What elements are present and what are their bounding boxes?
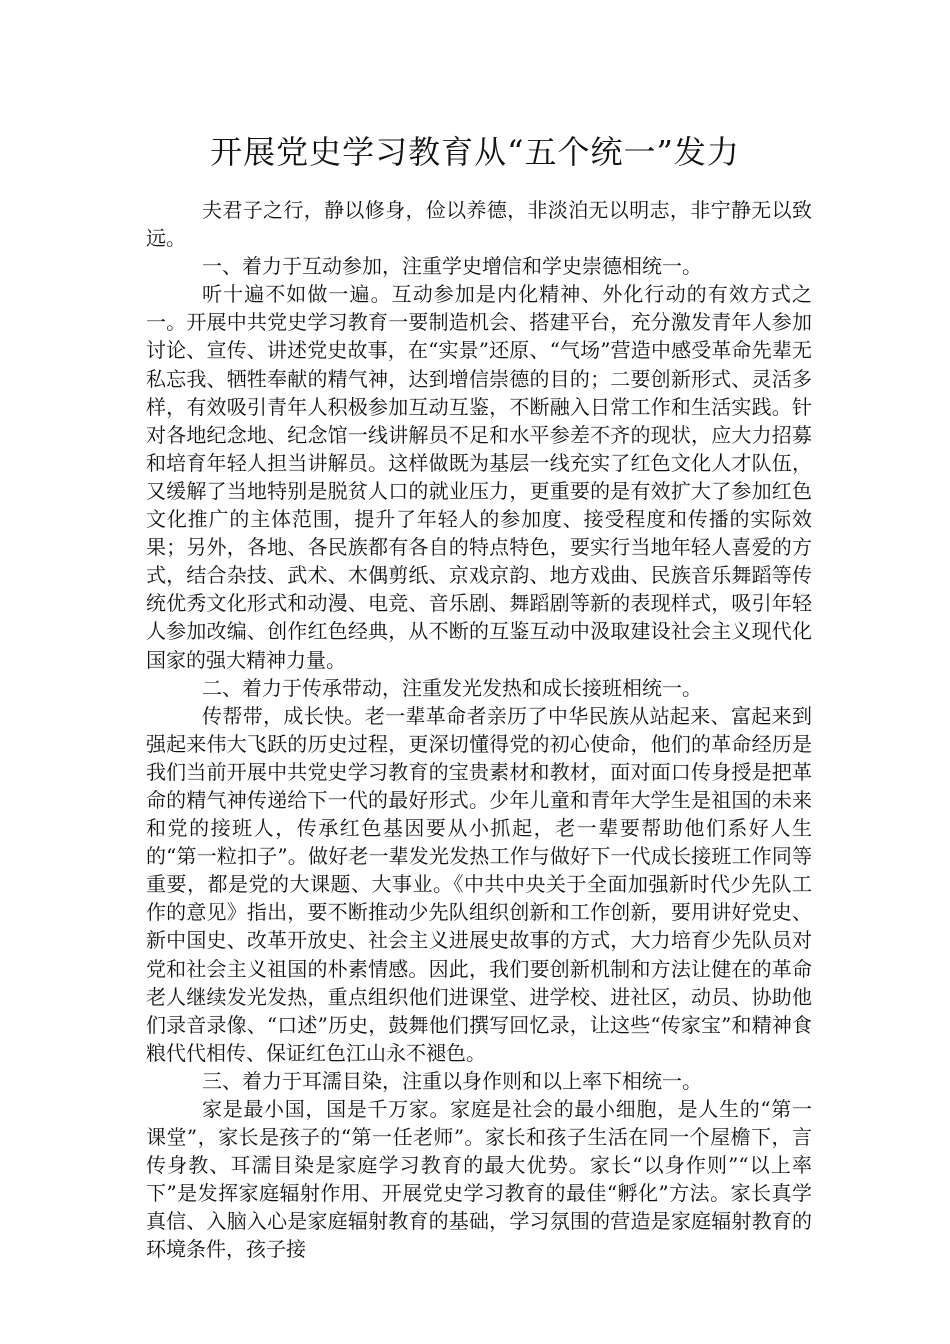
section-heading-1: 一、着力于互动参加，注重学史增信和学史崇德相统一。: [202, 254, 702, 279]
section-heading-2: 二、着力于传承带动，注重发光发热和成长接班相统一。: [202, 675, 702, 700]
paragraph-section-1: 听十遍不如做一遍。互动参加是内化精神、外化行动的有效方式之一。开展中共党史学习教育一要制造机会、搭建平台，充分激发青年人参加讨论、宣传、讲述党史故事，在“实景”还原、“气场”营造中感受革命先辈无私忘我、牺牲奉献的精气神，达到增信崇德的目的；二要创新形式、灵活多样，有效吸引青年人积极参加互动互鉴，不断融入日常工作和生活实践。针对各地纪念地、纪念馆一线讲解员不足和水平参差不齐的现状，应大力招募和培育年轻人担当讲解员。这样做既为基层一线充实了红色文化人才队伍，又缓解了当地特别是脱贫人口的就业压力，更重要的是有效扩大了参加红色文化推广的主体范围，提升了年轻人的参加度、接受程度和传播的实际效果；另外，各地、各民族都有各自的特点特色，要实行当地年轻人喜爱的方式，结合杂技、武术、木偶剪纸、京戏京韵、地方戏曲、民族音乐舞蹈等传统优秀文化形式和动漫、电竞、音乐剧、舞蹈剧等新的表现样式，吸引年轻人参加改编、创作红色经典，从不断的互鉴互动中汲取建设社会主义现代化国家的强大精神力量。: [146, 282, 812, 672]
document-title: 开展党史学习教育从“五个统一”发力: [210, 133, 740, 171]
paragraph-intro: 夫君子之行，静以修身，俭以养德，非淡泊无以明志，非宁静无以致远。: [146, 198, 812, 251]
section-heading-3: 三、着力于耳濡目染，注重以身作则和以上率下相统一。: [202, 1068, 702, 1093]
paragraph-section-2: 传帮带，成长快。老一辈革命者亲历了中华民族从站起来、富起来到强起来伟大飞跃的历史过程，更深切懂得党的初心使命，他们的革命经历是我们当前开展中共党史学习教育的宝贵素材和教材，面对面口传身授是把革命的精气神传递给下一代的最好形式。少年儿童和青年大学生是祖国的未来和党的接班人，传承红色基因要从小抓起，老一辈要帮助他们系好人生的“第一粒扣子”。做好老一辈发光发热工作与做好下一代成长接班工作同等重要，都是党的大课题、大事业。《中共中央关于全面加强新时代少先队工作的意见》指出，要不断推动少先队组织创新和工作创新，要用讲好党史、新中国史、改革开放史、社会主义进展史故事的方式，大力培育少先队员对党和社会主义祖国的朴素情感。因此，我们要创新机制和方法让健在的革命老人继续发光发热，重点组织他们进课堂、进学校、进社区，动员、协助他们录音录像、“口述”历史，鼓舞他们撰写回忆录，让这些“传家宝”和精神食粮代代相传、保证红色江山永不褪色。: [146, 703, 812, 1065]
document-body: [146, 196, 812, 1264]
paragraph-section-3: 家是最小国，国是千万家。家庭是社会的最小细胞，是人生的“第一课堂”，家长是孩子的“第一任老师”。家长和孩子生活在同一个屋檐下，言传身教、耳濡目染是家庭学习教育的最大优势。家长“以身作则”“以上率下”是发挥家庭辐射作用、开展党史学习教育的最佳“孵化”方法。家长真学真信、入脑入心是家庭辐射教育的基础，学习氛围的营造是家庭辐射教育的环境条件，孩子接: [146, 1097, 812, 1262]
